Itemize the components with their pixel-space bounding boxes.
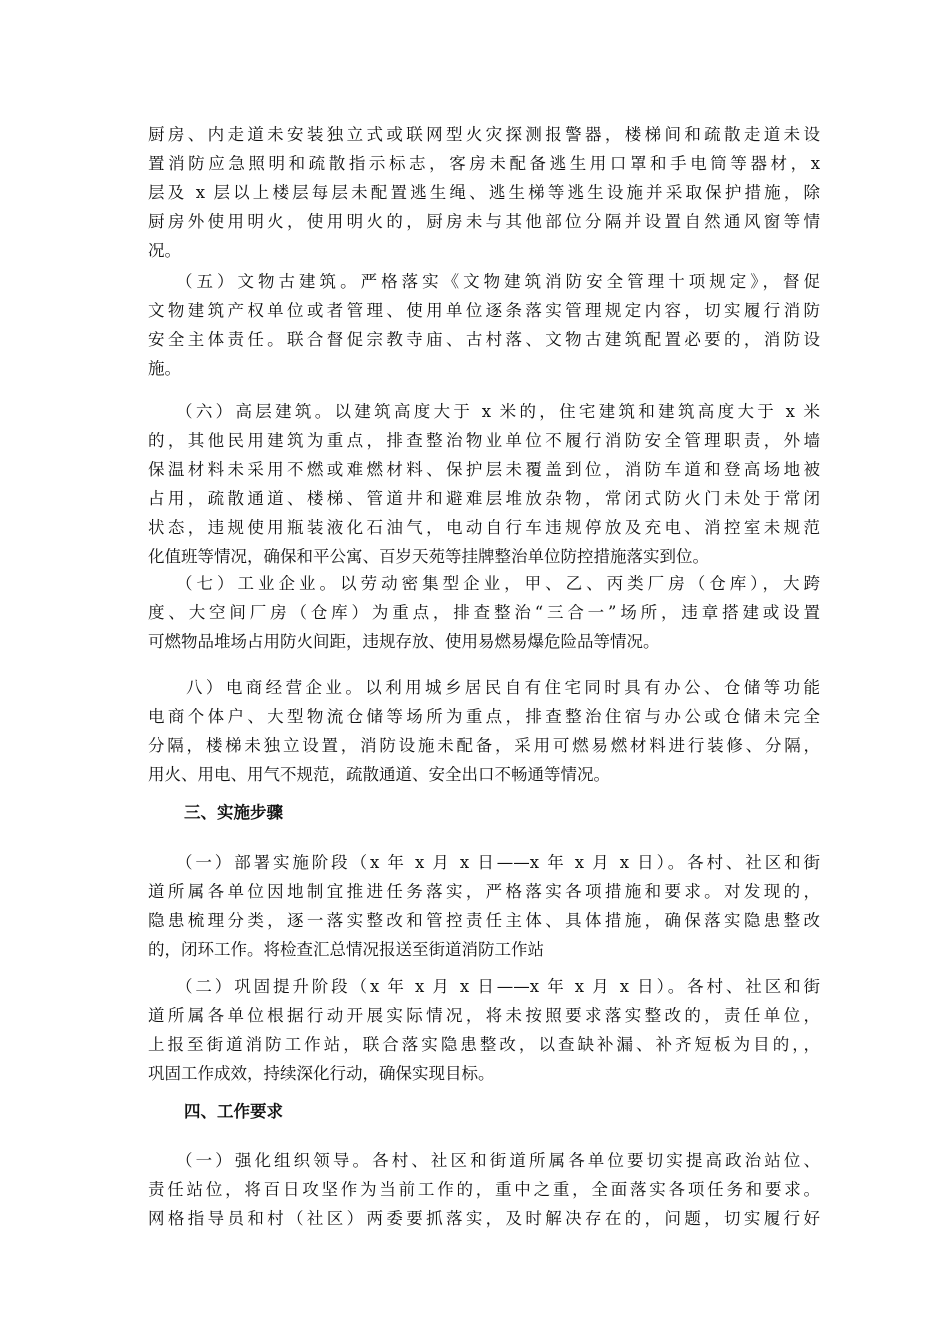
text-line: 层及 x 层以上楼层每层未配置逃生绳、逃生梯等逃生设施并采取保护措施，除 (148, 183, 820, 202)
text-line: 用火、用电、用气不规范，疏散通道、安全出口不畅通等情况。 (148, 765, 610, 784)
paragraph-high-rise (148, 397, 820, 571)
text-line: 保温材料未采用不燃或难燃材料、保护层未覆盖到位，消防车道和登高场地被 (148, 460, 820, 479)
section-heading: 四、工作要求 (184, 1102, 283, 1121)
text-line: 电商个体户、大型物流仓储等场所为重点，排查整治住宿与办公或仓储未完全 (148, 707, 820, 726)
text-line: 状态，违规使用瓶装液化石油气，电动自行车违规停放及充电、消控室未规范 (148, 518, 820, 537)
text-line: 巩固工作成效，持续深化行动，确保实现目标。 (148, 1064, 495, 1083)
text-line: 厨房、内走道未安装独立式或联网型火灾探测报警器，楼梯间和疏散走道未设 (148, 125, 820, 144)
text-line: 道所属各单位根据行动开展实际情况，将未按照要求落实整改的，责任单位， (148, 1006, 820, 1025)
paragraph-kitchen-continuation (148, 120, 820, 265)
text-line: 的，其他民用建筑为重点，排查整治物业单位不履行消防安全管理职责，外墙 (148, 431, 820, 450)
text-line: 文物建筑产权单位或者管理、使用单位逐条落实管理规定内容，切实履行消防 (148, 301, 820, 320)
text-line: 隐患梳理分类，逐一落实整改和管控责任主体、具体措施，确保落实隐患整改 (148, 911, 820, 930)
text-line: （二）巩固提升阶段（x 年 x 月 x 日——x 年 x 月 x 日）。各村、社区和街 (176, 977, 820, 996)
text-line: （一）强化组织领导。各村、社区和街道所属各单位要切实提高政治站位、 (176, 1151, 820, 1170)
text-line: 度、大空间厂房（仓库）为重点，排查整治“三合一”场所，违章搭建或设置 (148, 603, 820, 622)
text-line: 可燃物品堆场占用防火间距，违规存放、使用易燃易爆危险品等情况。 (148, 632, 660, 651)
text-line: 网格指导员和村（社区）两委要抓落实，及时解决存在的，问题，切实履行好 (148, 1209, 820, 1228)
text-line: 八）电商经营企业。以利用城乡居民自有住宅同时具有办公、仓储等功能 (186, 678, 820, 697)
paragraph-cultural-relics (148, 267, 820, 383)
text-line: （一）部署实施阶段（x 年 x 月 x 日——x 年 x 月 x 日）。各村、社区和街 (176, 853, 820, 872)
text-line: （六）高层建筑。以建筑高度大于 x 米的，住宅建筑和建筑高度大于 x 米 (176, 402, 820, 421)
paragraph-industrial (148, 569, 820, 656)
paragraph-leadership (148, 1146, 820, 1233)
text-line: 占用，疏散通道、楼梯、管道井和避难层堆放杂物，常闭式防火门未处于常闭 (148, 489, 820, 508)
text-line: 施。 (148, 359, 181, 378)
text-line: 况。 (148, 241, 181, 260)
section-heading-implementation (148, 798, 820, 827)
paragraph-ecommerce (148, 673, 820, 789)
text-line: 化值班等情况，确保和平公寓、百岁天苑等挂牌整治单位防控措施落实到位。 (148, 547, 709, 566)
text-line: 厨房外使用明火，使用明火的，厨房未与其他部位分隔并设置自然通风窗等情 (148, 212, 820, 231)
text-line: 安全主体责任。联合督促宗教寺庙、古村落、文物古建筑配置必要的，消防设 (148, 330, 820, 349)
text-line: 分隔，楼梯未独立设置，消防设施未配备，采用可燃易燃材料进行装修、分隔， (148, 736, 820, 755)
text-line: （七）工业企业。以劳动密集型企业，甲、乙、丙类厂房（仓库），大跨 (176, 574, 820, 593)
text-line: 责任站位，将百日攻坚作为当前工作的，重中之重，全面落实各项任务和要求。 (148, 1180, 820, 1199)
text-line: （五）文物古建筑。严格落实《文物建筑消防安全管理十项规定》，督促 (176, 272, 820, 291)
paragraph-deployment-stage (148, 848, 820, 964)
section-heading: 三、实施步骤 (184, 803, 283, 822)
text-line: 的，闭环工作。将检查汇总情况报送至街道消防工作站 (148, 940, 544, 959)
paragraph-consolidation-stage (148, 972, 820, 1088)
text-line: 置消防应急照明和疏散指示标志，客房未配备逃生用口罩和手电筒等器材，x (148, 154, 820, 173)
text-line: 上报至街道消防工作站，联合落实隐患整改，以查缺补漏、补齐短板为目的，， (148, 1035, 820, 1054)
text-line: 道所属各单位因地制宜推进任务落实，严格落实各项措施和要求。对发现的， (148, 882, 820, 901)
section-heading-requirements (148, 1097, 820, 1126)
